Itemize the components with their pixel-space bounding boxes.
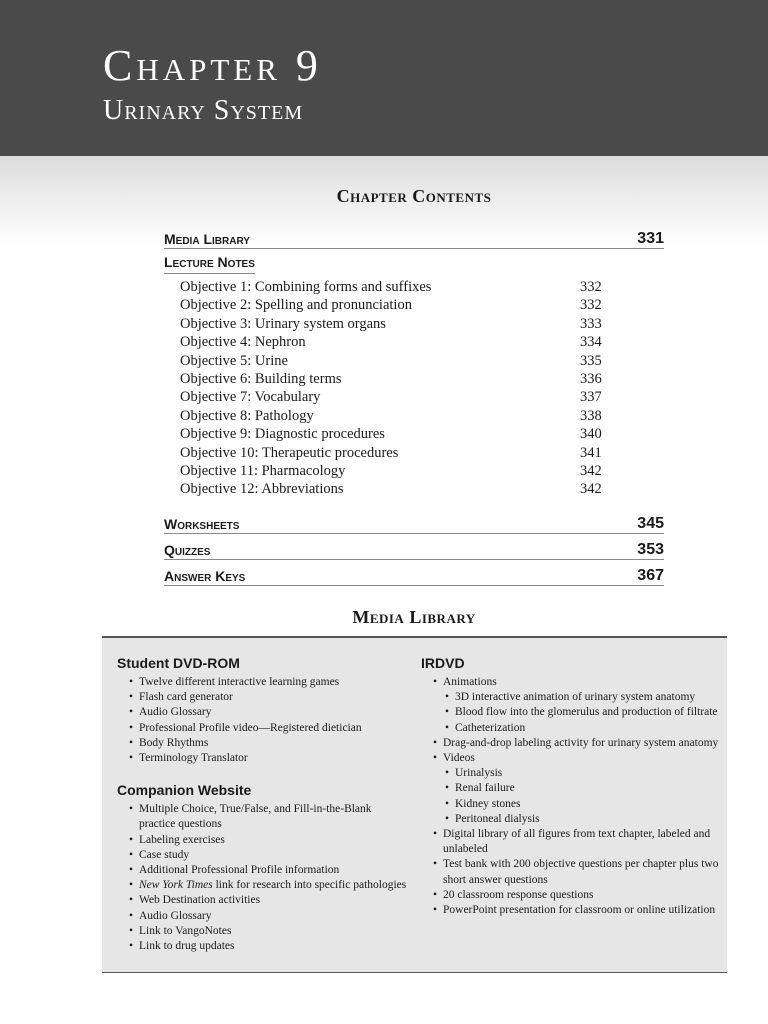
objective-page: 336 [580,371,602,388]
toc-objective-row[interactable] [180,425,664,443]
toc-objective-row[interactable] [180,462,664,480]
objective-label: Objective 1: Combining forms and suffixes [180,279,432,295]
objective-page: 341 [580,444,602,461]
media-right-column [421,654,721,918]
irdvd-heading: IRDVD [421,655,465,671]
list-item: • Labeling exercises [117,833,407,848]
irdvd-list [421,675,721,918]
toc-objective-row[interactable] [180,370,664,388]
toc-label: Media Library [164,231,250,247]
list-item: • Flash card generator [117,690,407,705]
objective-label: Objective 8: Pathology [180,407,314,424]
media-library-box [102,636,727,973]
list-item: • Link to drug updates [117,939,407,954]
objective-page: 332 [580,297,602,314]
list-item: • Body Rhythms [117,736,407,751]
table-of-contents [164,228,664,586]
companion-website-list [117,802,407,954]
student-dvd-heading: Student DVD-ROM [117,655,240,671]
list-item: • Drag-and-drop labeling activity for urinary system anatomy [421,736,721,751]
objective-page: 342 [580,481,602,498]
toc-page: 367 [637,566,664,584]
toc-media-library[interactable] [164,228,664,249]
objective-page: 334 [580,334,602,351]
list-subitem: • Renal failure [421,781,721,796]
objective-label: Objective 12: Abbreviations [180,481,344,498]
list-item: • Test bank with 200 objective questions per chapter plus two short answer questions [421,857,721,887]
toc-worksheets[interactable] [164,513,664,534]
list-item: • Animations [421,675,721,690]
list-item: • Professional Profile video—Registered dietician [117,721,407,736]
objective-label: Objective 4: Nephron [180,334,306,351]
list-subitem: • Peritoneal dialysis [421,812,721,827]
objective-label: Objective 3: Urinary system organs [180,315,386,332]
objective-page: 342 [580,463,602,480]
contents-heading: Chapter Contents [336,186,492,206]
objective-label: Objective 11: Pharmacology [180,463,346,480]
toc-quizzes[interactable] [164,539,664,560]
objective-page: 332 [580,279,602,295]
list-subitem: • Kidney stones [421,797,721,812]
list-item: • Terminology Translator [117,751,407,766]
toc-objective-row[interactable] [180,296,664,314]
toc-label: Answer Keys [164,567,246,584]
list-subitem: • Urinalysis [421,766,721,781]
toc-objective-row[interactable] [180,352,664,370]
toc-objective-row[interactable] [180,278,664,296]
toc-label: Worksheets [164,515,240,532]
list-subitem: • 3D interactive animation of urinary system anatomy [421,690,721,705]
toc-page: 331 [637,230,664,247]
objective-label: Objective 10: Therapeutic procedures [180,444,399,461]
objective-label: Objective 9: Diagnostic procedures [180,426,385,443]
list-item: • Audio Glossary [117,909,407,924]
toc-page: 353 [637,540,664,558]
list-item: • Twelve different interactive learning games [117,675,407,690]
objective-label: Objective 2: Spelling and pronunciation [180,297,412,314]
list-item: • Digital library of all figures from text chapter, labeled and unlabeled [421,827,721,857]
toc-objective-row[interactable] [180,315,664,333]
objective-label: Objective 6: Building terms [180,371,342,388]
objective-page: 340 [580,426,602,443]
list-subitem: • Catheterization [421,721,721,736]
list-item: • Audio Glossary [117,705,407,720]
list-item: • PowerPoint presentation for classroom or online utilization [421,903,721,918]
objective-page: 338 [580,407,602,424]
list-item: • Link to VangoNotes [117,924,407,939]
chapter-title: Urinary System [103,95,304,126]
list-item: • Additional Professional Profile information [117,863,407,878]
objective-label: Objective 5: Urine [180,352,288,369]
toc-label: Quizzes [164,541,211,558]
list-item: • Case study [117,848,407,863]
toc-objective-row[interactable] [180,480,664,498]
toc-lecture-notes[interactable]: Lecture Notes [164,253,255,274]
list-item: • Web Destination activities [117,893,407,908]
companion-website-heading: Companion Website [117,782,252,799]
list-item: • Videos [421,751,721,766]
chapter-header [0,0,768,156]
toc-page: 345 [637,514,664,532]
list-item: • 20 classroom response questions [421,888,721,903]
objectives-list [164,278,664,499]
student-dvd-list [117,675,407,766]
list-item [117,878,407,893]
list-subitem: • Blood flow into the glomerulus and production of filtrate [421,705,721,720]
media-library-heading: Media Library [352,607,476,627]
toc-objective-row[interactable] [180,388,664,406]
media-left-column [117,654,407,954]
list-item: • Multiple Choice, True/False, and Fill-in-the-Blank practice questions [117,802,407,832]
nyt-text: link for research into specific pathologies [215,879,407,892]
toc-objective-row[interactable] [180,333,664,351]
objective-page: 335 [580,352,602,369]
chapter-number: Chapter 9 [103,41,322,90]
objective-label: Objective 7: Vocabulary [180,389,321,406]
objective-page: 337 [580,389,602,406]
nyt-title: New York Times [139,879,213,892]
toc-objective-row[interactable] [180,444,664,462]
toc-answer-keys[interactable] [164,565,664,586]
objective-page: 333 [580,315,602,332]
toc-objective-row[interactable] [180,407,664,425]
